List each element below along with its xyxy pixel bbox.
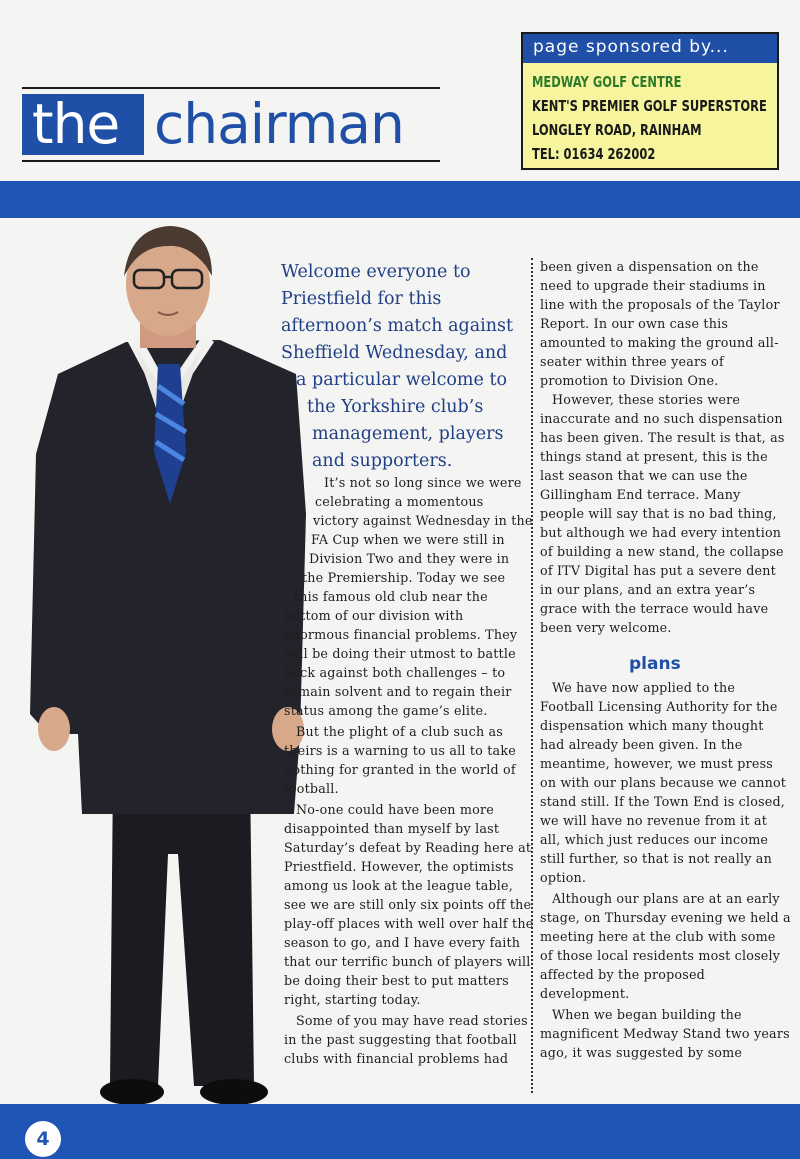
body-line: but although we had every intention — [540, 525, 782, 540]
body-line: celebrating a momentous — [315, 494, 484, 509]
body-line: Division Two and they were in — [309, 551, 510, 566]
body-line: amounted to making the ground all- — [540, 335, 779, 350]
chairman-photo — [18, 214, 318, 1109]
body-line: No-one could have been more — [296, 802, 494, 817]
body-line: enormous financial problems. They — [284, 627, 518, 642]
body-line: affected by the proposed — [540, 967, 705, 982]
body-line: It’s not so long since we were — [324, 475, 522, 490]
bottom-band — [0, 1104, 800, 1159]
body-line: meantime, however, we must press — [540, 756, 773, 771]
body-line: has been given. The result is that, as — [540, 430, 785, 445]
body-line: in the past suggesting that football — [284, 1032, 517, 1047]
header-rule-top — [22, 87, 440, 89]
body-line: of ITV Digital has put a severe dent — [540, 563, 776, 578]
body-line: We have now applied to the — [552, 680, 736, 695]
body-line: football. — [284, 781, 339, 796]
body-line: ago, it was suggested by some — [540, 1045, 743, 1060]
intro-line: Priestfield for this — [281, 289, 442, 309]
sponsor-line-tagline: KENT'S PREMIER GOLF SUPERSTORE — [532, 97, 767, 115]
intro-line: Sheffield Wednesday, and — [281, 343, 508, 363]
body-line: Football Licensing Authority for the — [540, 699, 778, 714]
body-line: this famous old club near the — [294, 589, 488, 604]
body-line: line with the proposals of the Taylor — [540, 297, 780, 312]
body-line: Saturday’s defeat by Reading here at — [284, 840, 532, 855]
intro-line: the Yorkshire club’s — [307, 397, 484, 417]
body-line: Report. In our own case this — [540, 316, 729, 331]
body-line: in our plans, and an extra year’s — [540, 582, 756, 597]
body-line: need to upgrade their stadiums in — [540, 278, 766, 293]
body-line: remain solvent and to regain their — [284, 684, 512, 699]
body-line: been very welcome. — [540, 620, 672, 635]
body-line: theirs is a warning to us all to take — [284, 743, 516, 758]
body-line: clubs with financial problems had — [284, 1051, 509, 1066]
sponsor-heading: page sponsored by... — [523, 34, 777, 63]
body-line: Some of you may have read stories — [296, 1013, 528, 1028]
body-line: on with our plans because we cannot — [540, 775, 787, 790]
body-line: season to go, and I have every faith — [284, 935, 521, 950]
column-divider — [531, 258, 533, 1093]
top-band — [0, 181, 800, 218]
body-line: Gillingham End terrace. Many — [540, 487, 741, 502]
intro-line: afternoon’s match against — [281, 316, 514, 336]
body-line: However, these stories were — [552, 392, 741, 407]
body-line: play-off places with well over half the — [284, 916, 534, 931]
body-line: But the plight of a club such as — [296, 724, 504, 739]
body-line: development. — [540, 986, 630, 1001]
body-line: back against both challenges – to — [284, 665, 506, 680]
intro-line: a particular welcome to — [296, 370, 508, 390]
body-line: disappointed than myself by last — [284, 821, 500, 836]
body-line: When we began building the — [552, 1007, 742, 1022]
body-line: stand still. If the Town End is closed, — [540, 794, 786, 809]
body-line: last season that we can use the — [540, 468, 748, 483]
subheading-plans: plans — [629, 654, 681, 674]
intro-line: and supporters. — [312, 451, 453, 471]
body-line: will be doing their utmost to battle — [284, 646, 516, 661]
body-line: nothing for granted in the world of — [284, 762, 516, 777]
body-line: dispensation which many thought — [540, 718, 764, 733]
body-line: things stand at present, this is the — [540, 449, 768, 464]
body-line: grace with the terrace would have — [540, 601, 769, 616]
body-line: bottom of our division with — [284, 608, 464, 623]
page-title-the: the — [32, 92, 120, 156]
page-number: 4 — [25, 1121, 61, 1157]
page-title-chairman: chairman — [154, 92, 404, 156]
body-line: all, which just reduces our income — [540, 832, 769, 847]
body-line: Priestfield. However, the optimists — [284, 859, 514, 874]
body-line: people will say that is no bad thing, — [540, 506, 777, 521]
body-line: status among the game’s elite. — [284, 703, 488, 718]
body-line: had already been given. In the — [540, 737, 743, 752]
body-line: of building a new stand, the collapse — [540, 544, 784, 559]
body-line: promotion to Division One. — [540, 373, 719, 388]
sponsor-line-phone: TEL: 01634 262002 — [532, 145, 656, 163]
body-line: see we are still only six points off the — [284, 897, 532, 912]
body-line: that our terrific bunch of players will — [284, 954, 531, 969]
body-line: option. — [540, 870, 587, 885]
body-line: meeting here at the club with some — [540, 929, 776, 944]
body-line: victory against Wednesday in the — [313, 513, 533, 528]
header-rule-bottom — [22, 160, 440, 162]
intro-line: management, players — [312, 424, 504, 444]
body-line: magnificent Medway Stand two years — [540, 1026, 790, 1041]
sponsor-line-name: MEDWAY GOLF CENTRE — [532, 73, 682, 91]
sponsor-box — [521, 32, 779, 170]
body-line: stage, on Thursday evening we held a — [540, 910, 791, 925]
body-line: of those local residents most closely — [540, 948, 781, 963]
body-line: inaccurate and no such dispensation — [540, 411, 783, 426]
body-line: be doing their best to put matters — [284, 973, 509, 988]
sponsor-line-address: LONGLEY ROAD, RAINHAM — [532, 121, 702, 139]
intro-line: Welcome everyone to — [281, 262, 471, 282]
body-line: among us look at the league table, — [284, 878, 513, 893]
body-line: Although our plans are at an early — [552, 891, 780, 906]
body-line: seater within three years of — [540, 354, 724, 369]
body-line: the Premiership. Today we see — [302, 570, 506, 585]
body-line: been given a dispensation on the — [540, 259, 759, 274]
body-line: right, starting today. — [284, 992, 421, 1007]
body-line: still further, so that is not really an — [540, 851, 772, 866]
body-line: we will have no revenue from it at — [540, 813, 768, 828]
body-line: FA Cup when we were still in — [311, 532, 505, 547]
